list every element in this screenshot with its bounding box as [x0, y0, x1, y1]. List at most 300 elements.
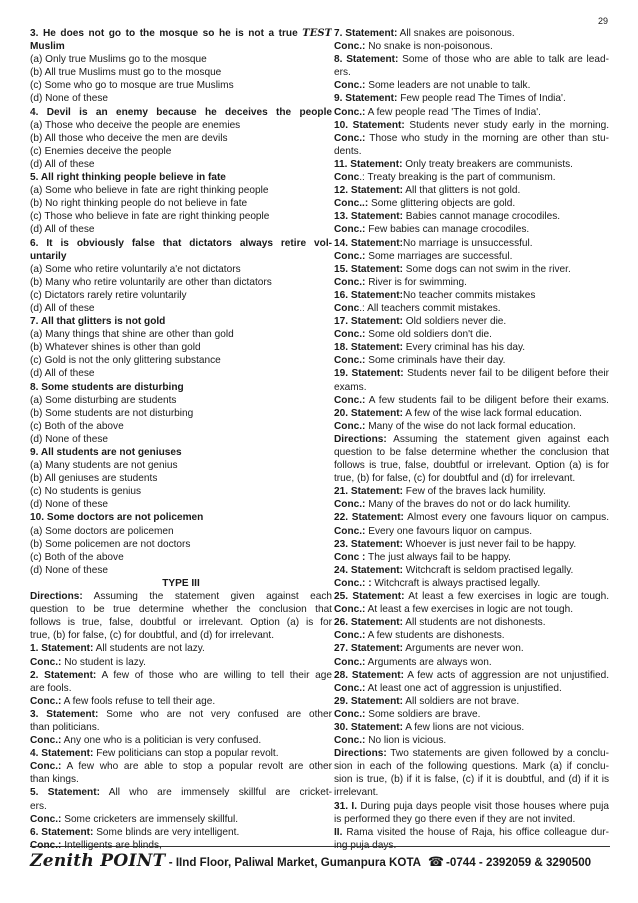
- bold-text: 9. Statement:: [334, 93, 398, 105]
- bold-text: Conc.:: [30, 735, 62, 747]
- text: (c) Both of the above: [30, 420, 124, 432]
- left-column-line: [30, 250, 332, 263]
- bold-text: 14. Statement:: [334, 237, 403, 249]
- text: exams.: [334, 381, 367, 393]
- right-column-line: [334, 603, 609, 616]
- text: .: Treaty breaking is the part of communism.: [359, 172, 556, 184]
- text: (c) Some who go to mosque are true Muslims: [30, 80, 234, 92]
- left-column-line: [30, 53, 332, 66]
- bold-text: Conc.:: [334, 499, 366, 511]
- right-column-line: [334, 786, 609, 799]
- right-column-line: [334, 826, 609, 839]
- right-column-line: [334, 106, 609, 119]
- right-column-line: [334, 276, 609, 289]
- text: Old soldiers never die.: [403, 316, 507, 328]
- bold-text: 4. Devil is an enemy because he deceives the people: [30, 106, 332, 118]
- right-column-line: [334, 459, 609, 472]
- right-column-line: [334, 184, 609, 197]
- left-column-line: [30, 760, 332, 773]
- left-column-line: [30, 237, 332, 250]
- text: Every criminal has his day.: [403, 342, 526, 354]
- text: (a) Those who deceive the people are enemies: [30, 119, 241, 131]
- right-column-line: [334, 498, 609, 511]
- text: (c) Enemies deceive the people: [30, 145, 172, 157]
- text: No lion is vicious.: [365, 735, 447, 747]
- right-column-line: [334, 250, 609, 263]
- bold-text: 28. Statement:: [334, 669, 405, 681]
- bold-text: Conc.:: [334, 224, 366, 236]
- left-column-line: [30, 459, 332, 472]
- text: (d) None of these: [30, 433, 108, 445]
- left-column-line: [30, 328, 332, 341]
- right-column-line: [334, 551, 609, 564]
- bold-text: Conc.:: [334, 420, 366, 432]
- text: (b) Many who retire voluntarily are other than dictators: [30, 276, 272, 288]
- text: follows is true, false, doubtful or irrelevant. Option (a) is for: [334, 460, 609, 472]
- bold-text: 26. Statement:: [334, 617, 403, 629]
- bold-text: Conc.:: [334, 250, 366, 262]
- left-column-line: [30, 276, 332, 289]
- left-column-line: [30, 826, 332, 839]
- text: No teacher commits mistakes: [403, 289, 536, 301]
- right-column-line: [334, 420, 609, 433]
- bold-text: 3. Statement:: [30, 708, 99, 720]
- text: (c) Dictators rarely retire voluntarily: [30, 289, 187, 301]
- text: A few acts of aggression are not unjustified.: [404, 669, 609, 681]
- left-column-line: [30, 747, 332, 760]
- left-column-line: [30, 119, 332, 132]
- text: (d) All of these: [30, 302, 95, 314]
- left-column: [30, 27, 332, 852]
- bold-text: Conc.:: [30, 695, 62, 707]
- text: The just always fail to be happy.: [365, 551, 511, 563]
- text: Some of those who are able to talk are lead-: [398, 54, 609, 66]
- bold-text: Directions:: [334, 433, 387, 445]
- left-column-line: [30, 132, 332, 145]
- text: All soldiers are not brave.: [403, 695, 520, 707]
- right-column-line: [334, 695, 609, 708]
- text: true, (b) for false, (c) for doubtful and (d) for irrelevant.: [334, 473, 576, 485]
- text: Few people read The Times of India'.: [397, 93, 566, 105]
- left-column-line: [30, 27, 332, 40]
- bold-text: Conc.:: [334, 735, 366, 747]
- bold-text: Conc.:: [30, 656, 62, 668]
- left-column-line: [30, 341, 332, 354]
- right-column-line: [334, 525, 609, 538]
- footer-phone: -0744 - 2392059 & 3290500: [446, 856, 592, 869]
- bold-text: 2. Statement:: [30, 669, 97, 681]
- left-column-line: [30, 66, 332, 79]
- left-column-line: [30, 551, 332, 564]
- right-column-line: [334, 328, 609, 341]
- right-column: [334, 27, 609, 852]
- bold-text: Conc.:: [334, 656, 366, 668]
- text: At least a few exercises in logic are tough.: [404, 591, 609, 603]
- text: Some blinds are very intelligent.: [93, 826, 240, 838]
- text: Arguments are never won.: [403, 643, 524, 655]
- text: Some cricketers are immensely skillful.: [61, 813, 239, 825]
- text: (c) Those who believe in fate are right thinking people: [30, 211, 270, 223]
- text: Rama visited the house of Raja, his office colleague dur-: [342, 826, 609, 838]
- text: Arguments are always won.: [365, 656, 492, 668]
- left-column-line: [30, 354, 332, 367]
- right-column-line: [334, 433, 609, 446]
- text: A few lions are not vicious.: [403, 721, 525, 733]
- bold-text: Conc.:: [30, 761, 62, 773]
- left-column-line: [30, 525, 332, 538]
- text: (c) No students is genius: [30, 486, 142, 498]
- bold-text: 20. Statement:: [334, 407, 403, 419]
- text: sion in each of the following questions. Mark (a) if conclu-: [334, 761, 609, 773]
- text: sion is true, (b) if it is false, (c) if it is doubtful, and (d) if it is: [334, 774, 609, 786]
- text: Those who study in the morning are other than stu-: [365, 132, 609, 144]
- text: All students are not dishonests.: [403, 617, 546, 629]
- bold-text: 31. I.: [334, 800, 358, 812]
- right-column-line: [334, 197, 609, 210]
- text: All students are not lazy.: [93, 643, 205, 655]
- bold-text: Conc.:: [334, 329, 366, 341]
- text: Some dogs can not swim in the river.: [403, 263, 571, 275]
- bold-text: Conc.:: [334, 41, 366, 53]
- right-column-line: [334, 66, 609, 79]
- left-column-line: [30, 695, 332, 708]
- bold-text: Conc: [334, 172, 360, 184]
- text: (a) Some who retire voluntarily a'e not dictators: [30, 263, 241, 275]
- right-column-line: [334, 682, 609, 695]
- left-column-line: [30, 642, 332, 655]
- bold-text: 13. Statement:: [334, 211, 403, 223]
- left-column-line: [30, 145, 332, 158]
- bold-text: 22. Statement:: [334, 512, 404, 524]
- bold-text: Conc.:: [334, 276, 366, 288]
- left-column-line: [30, 485, 332, 498]
- text: Some who are not very confused are other: [98, 708, 332, 720]
- right-column-line: [334, 472, 609, 485]
- bold-text: 25. Statement:: [334, 591, 405, 603]
- right-column-line: [334, 367, 609, 380]
- left-column-line: [30, 171, 332, 184]
- bold-text: Conc.:: [334, 132, 366, 144]
- footer-address: - IInd Floor, Paliwal Market, Gumanpura KOTA: [165, 856, 424, 869]
- right-column-line: [334, 407, 609, 420]
- footer-brand: Zenith POINT: [30, 851, 166, 871]
- left-column-line: [30, 721, 332, 734]
- left-column-line: [30, 577, 332, 590]
- bold-text: Muslim: [30, 41, 65, 53]
- text: All that glitters is not gold.: [403, 185, 521, 197]
- bold-text: 18. Statement:: [334, 342, 403, 354]
- right-column-line: [334, 800, 609, 813]
- bold-text: Conc.:: [334, 525, 366, 537]
- right-column-line: [334, 79, 609, 92]
- text: A few students fail to be diligent before their exams.: [365, 394, 609, 406]
- right-column-line: [334, 708, 609, 721]
- bold-text: 3. He does not go to the mosque so he is not a true: [30, 28, 298, 39]
- bold-text: 10. Statement:: [334, 119, 405, 131]
- left-column-line: [30, 92, 332, 105]
- text: Few politicians can stop a popular revolt.: [93, 748, 279, 760]
- right-column-line: [334, 289, 609, 302]
- text: ing puja days.: [334, 839, 397, 851]
- bold-text: 5. Statement:: [30, 787, 100, 799]
- text: (b) Whatever shines is other than gold: [30, 342, 201, 354]
- text: Many of the wise do not lack formal education.: [365, 420, 576, 432]
- text: is performed they go there even if they are not invited.: [334, 813, 576, 825]
- right-column-line: [334, 223, 609, 236]
- left-column-line: [30, 773, 332, 786]
- right-column-line: [334, 119, 609, 132]
- right-column-line: [334, 394, 609, 407]
- left-column-line: [30, 446, 332, 459]
- bold-text: 7. Statement:: [334, 28, 398, 39]
- text: (b) No right thinking people do not believe in fate: [30, 198, 248, 210]
- text: (a) Many things that shine are other than gold: [30, 329, 234, 341]
- text: question to be false determine whether the conclusion that: [334, 447, 609, 458]
- text: Some old soldiers don't die.: [365, 329, 492, 341]
- text: Some soldiers are brave.: [365, 708, 481, 720]
- bold-text: 6. Statement:: [30, 826, 94, 838]
- footer: [30, 851, 610, 877]
- left-column-line: [30, 381, 332, 394]
- right-column-line: [334, 302, 609, 315]
- text: Intelligents are blinds,: [61, 839, 162, 851]
- text: Few babies can manage crocodiles.: [365, 224, 530, 236]
- bold-text: Directions:: [30, 591, 83, 603]
- right-column-line: [334, 40, 609, 53]
- left-column-line: [30, 682, 332, 695]
- right-column-line: [334, 642, 609, 655]
- text: true, (b) for false, (c) for doubtful, and (d) for irrelevant.: [30, 630, 275, 642]
- text: Some criminals have their day.: [365, 355, 506, 367]
- right-column-line: [334, 27, 609, 40]
- text: At least a few exercises in logic are not tough.: [365, 604, 574, 616]
- text: A few students are dishonests.: [365, 630, 505, 642]
- bold-text: 9. All students are not geniuses: [30, 447, 182, 458]
- right-column-line: [334, 446, 609, 459]
- left-column-line: [30, 800, 332, 813]
- left-column-line: [30, 786, 332, 799]
- text: (d) None of these: [30, 93, 108, 105]
- left-column-line: [30, 367, 332, 380]
- bold-text: Conc.:: [334, 630, 366, 642]
- text: Whoever is just never fail to be happy.: [403, 538, 577, 550]
- text: than politicians.: [30, 721, 100, 733]
- right-column-line: [334, 53, 609, 66]
- right-column-line: [334, 485, 609, 498]
- right-column-line: [334, 629, 609, 642]
- bold-text: 30. Statement:: [334, 721, 403, 733]
- text: (d) All of these: [30, 158, 95, 170]
- text: (c) Gold is not the only glittering substance: [30, 355, 221, 367]
- text: During puja days people visit those houses where puja: [357, 800, 609, 812]
- text: follows is true, false, doubtful or irrelevant. Option (a) is for: [30, 617, 332, 629]
- text: Almost every one favours liquor on campus.: [403, 512, 609, 524]
- text: Some glittering objects are gold.: [368, 198, 516, 210]
- left-column-line: [30, 197, 332, 210]
- text: Witchcraft is seldom practised legally.: [403, 564, 574, 576]
- right-column-line: [334, 511, 609, 524]
- bold-text: 11. Statement:: [334, 158, 403, 170]
- left-column-line: [30, 590, 332, 603]
- text: (b) All true Muslims must go to the mosque: [30, 67, 222, 79]
- left-column-line: [30, 158, 332, 171]
- text: A few fools refuse to tell their age.: [61, 695, 216, 707]
- right-column-line: [334, 577, 609, 590]
- bold-text: Conc.:: [30, 813, 62, 825]
- text: At least one act of aggression is unjustified.: [365, 682, 562, 694]
- text: No snake is non-poisonous.: [365, 41, 493, 53]
- right-column-line: [334, 773, 609, 786]
- bold-text: Conc.:: [334, 682, 366, 694]
- right-column-line: [334, 538, 609, 551]
- bold-text: 7. All that glitters is not gold: [30, 316, 166, 328]
- text: A few people read 'The Times of India'.: [365, 106, 541, 118]
- bold-text: 24. Statement:: [334, 564, 403, 576]
- text: (b) Some students are not disturbing: [30, 407, 194, 419]
- left-column-line: [30, 669, 332, 682]
- text: A few of the wise lack formal education.: [403, 407, 582, 419]
- left-column-line: [30, 289, 332, 302]
- bold-text: Conc.:: [334, 106, 366, 118]
- text: Students never fail to be diligent before their: [403, 368, 609, 380]
- text: Two statements are given followed by a conclu-: [386, 748, 609, 760]
- left-column-line: [30, 472, 332, 485]
- left-column-line: [30, 79, 332, 92]
- right-column-line: [334, 669, 609, 682]
- bold-text: 27. Statement:: [334, 643, 403, 655]
- text: (d) All of these: [30, 224, 95, 236]
- left-column-line: [30, 433, 332, 446]
- right-column-line: [334, 341, 609, 354]
- right-column-line: [334, 381, 609, 394]
- right-column-line: [334, 564, 609, 577]
- left-column-line: [30, 734, 332, 747]
- bold-text: Conc.:: [334, 80, 366, 92]
- bold-text: Conc..:: [334, 198, 369, 210]
- left-column-line: [30, 106, 332, 119]
- left-column-line: [30, 511, 332, 524]
- bold-text: 5. All right thinking people believe in fate: [30, 172, 226, 184]
- right-column-line: [334, 210, 609, 223]
- text: (b) All geniuses are students: [30, 473, 158, 485]
- left-column-line: [30, 564, 332, 577]
- text: A few of those who are willing to tell their age: [96, 669, 332, 681]
- right-column-line: [334, 813, 609, 826]
- right-column-line: [334, 315, 609, 328]
- bold-text: Conc.:: [334, 355, 366, 367]
- right-column-line: [334, 92, 609, 105]
- bold-text: II.: [334, 826, 343, 838]
- right-column-line: [334, 132, 609, 145]
- bold-text: 23. Statement:: [334, 538, 403, 550]
- left-column-line: [30, 708, 332, 721]
- bold-text: Conc.:: [30, 839, 62, 851]
- text: All who are immensely skillful are cricket-: [99, 787, 332, 799]
- text: Only treaty breakers are communists.: [402, 158, 573, 170]
- bold-text: 1. Statement:: [30, 643, 94, 655]
- text: No student is lazy.: [61, 656, 146, 668]
- text: (a) Some doctors are policemen: [30, 525, 174, 537]
- left-column-line: [30, 302, 332, 315]
- text: (a) Some who believe in fate are right thinking people: [30, 185, 269, 197]
- left-column-line: [30, 263, 332, 276]
- bold-text: Conc.:: [334, 394, 366, 406]
- right-column-line: [334, 734, 609, 747]
- text: A few who are able to stop a popular revolt are other: [61, 761, 332, 773]
- right-column-line: [334, 171, 609, 184]
- telephone-icon: ☎: [427, 854, 445, 869]
- text: Any one who is a politician is very confused.: [61, 735, 262, 747]
- bold-text: TYPE III: [162, 577, 200, 589]
- text: ers.: [30, 800, 47, 812]
- bold-text: 12. Statement:: [334, 185, 403, 197]
- right-column-line: [334, 760, 609, 773]
- bold-text: Conc: [334, 302, 360, 314]
- bold-text: Conc.: :: [334, 577, 372, 589]
- text: Few of the braves lack humility.: [403, 486, 546, 498]
- right-column-line: [334, 616, 609, 629]
- text: dents.: [334, 145, 362, 157]
- bold-text: 19. Statement:: [334, 368, 404, 380]
- bold-text: Directions:: [334, 748, 387, 760]
- left-column-line: [30, 616, 332, 629]
- left-column-line: [30, 184, 332, 197]
- right-column-line: [334, 747, 609, 760]
- bold-text: untarily: [30, 250, 67, 262]
- text: (d) None of these: [30, 564, 108, 576]
- text: Babies cannot manage crocodiles.: [403, 211, 561, 223]
- footer-rule: [30, 846, 610, 847]
- text: than kings.: [30, 774, 79, 786]
- text: No marriage is unsuccessful.: [403, 237, 533, 249]
- bold-text: Conc.:: [334, 708, 366, 720]
- left-column-line: [30, 538, 332, 551]
- text: (a) Some disturbing are students: [30, 394, 177, 406]
- text: Assuming the statement given against each: [82, 591, 332, 603]
- left-column-line: [30, 394, 332, 407]
- text: (b) Some policemen are not doctors: [30, 538, 191, 550]
- text: Some marriages are successful.: [365, 250, 513, 262]
- test-mark: TEST: [302, 28, 332, 39]
- right-column-line: [334, 656, 609, 669]
- left-column-line: [30, 656, 332, 669]
- bold-text: 8. Some students are disturbing: [30, 381, 184, 393]
- page-number: 29: [597, 16, 608, 26]
- text: ers.: [334, 67, 351, 79]
- left-column-line: [30, 315, 332, 328]
- text: (b) All those who deceive the men are devils: [30, 132, 228, 144]
- text: Many of the braves do not or do lack humility.: [365, 499, 571, 511]
- text: Every one favours liquor on campus.: [365, 525, 533, 537]
- text: (c) Both of the above: [30, 551, 124, 563]
- bold-text: 15. Statement:: [334, 263, 403, 275]
- bold-text: 10. Some doctors are not policemen: [30, 512, 204, 524]
- left-column-line: [30, 210, 332, 223]
- text: Some leaders are not unable to talk.: [365, 80, 531, 92]
- right-column-line: [334, 721, 609, 734]
- text: question to be true determine whether the conclusion that: [30, 604, 332, 616]
- left-column-line: [30, 603, 332, 616]
- text: Witchcraft is always practised legally.: [371, 577, 541, 589]
- right-column-line: [334, 158, 609, 171]
- left-column-line: [30, 420, 332, 433]
- text: Students never study early in the morning.: [404, 119, 609, 131]
- right-column-line: [334, 237, 609, 250]
- left-column-line: [30, 407, 332, 420]
- left-column-line: [30, 40, 332, 53]
- text: River is for swimming.: [365, 276, 467, 288]
- right-column-line: [334, 354, 609, 367]
